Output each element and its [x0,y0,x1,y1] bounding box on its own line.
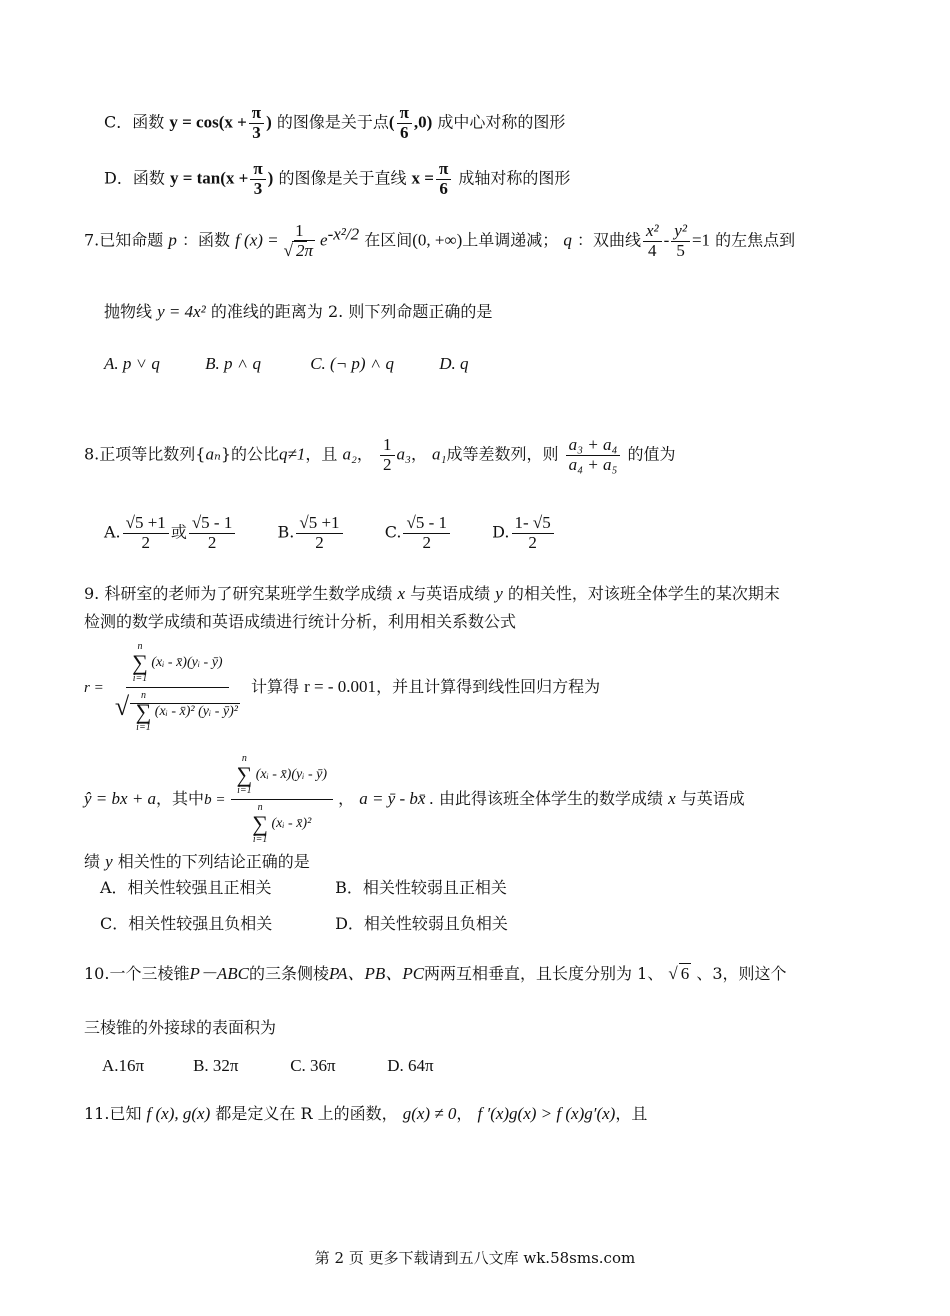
q6-d-three: 3 [253,178,263,198]
q9-line2: 检测的数学成绩和英语成绩进行统计分析，利用相关系数公式 [84,612,517,631]
q9-b-den: (xᵢ - x̄)² [271,816,312,832]
q6-c-close: ) [266,112,272,132]
q7-option-d: D. q [439,354,469,373]
q8-frac-den: a₄ + a₅ [568,454,618,474]
q6-d-pi: π [250,160,265,180]
sum-icon: n ∑ i=1 [252,802,268,845]
q8-a1: a₁ [432,444,447,464]
q8-opt-a-or: 或 [170,522,187,542]
q9-line1a: 9. 科研室的老师为了研究某班学生数学成绩 [84,584,393,603]
q7-stem3: 在区间 [364,230,413,250]
q9-line1b: 与英语成绩 [410,584,491,603]
q7-one: 1 [292,222,307,242]
q9-r-val: r = - 0.001 [304,677,377,696]
q9-y: y [495,584,503,603]
q10-option-a: A.16π [102,1056,145,1075]
q9-line1c: 的相关性，对该班全体学生的某次期末 [507,584,780,603]
q8-stem3: ，且 [305,444,338,464]
q7-stem5: ：双曲线 [576,230,641,250]
q9-options-row1 [100,878,507,897]
q8-opt-d-num: 1- √5 [512,514,554,534]
q7-exp: -x²/2 [327,224,360,244]
q9-b-fraction [231,754,333,845]
q6-c-func: y = cos(x + [169,112,247,132]
q6-c-point-open: ( [388,112,395,132]
q10-option-b: B. 32π [193,1056,239,1075]
q9-calc2: ，并且计算得到线性回归方程为 [376,677,601,696]
q7-e: e [320,230,328,250]
q6-c-three: 3 [252,122,261,142]
q6-c-point-rest: ,0) [413,112,433,132]
q7-stem1: 7.已知命题 [84,230,164,250]
q7-stem6: 的左焦点到 [715,230,796,250]
q8-comma2: ， [410,444,427,464]
q8-stem1: 8.正项等比数列{ [84,444,206,464]
q8-opt-b-label: B. [277,522,295,542]
q8-opt-b-num: √5 +1 [296,514,342,534]
q11-comma: ， [456,1104,473,1123]
q7-x-frac [643,222,662,260]
q7-options [104,354,469,374]
q9-calc: 计算得 [251,677,300,696]
q6-d-end: 成轴对称的图形 [458,168,571,188]
q9-options-row2 [100,914,508,933]
q7-x2: x² [643,222,662,242]
q9-yhat: ŷ = bx + a [84,789,157,808]
q9-x2: x [668,789,676,808]
q9-regression [84,754,745,845]
q11-line1a: 11.已知 [84,1104,142,1123]
q9-option-d: D．相关性较弱且负相关 [335,914,508,933]
q8-options [104,514,556,552]
q8-opt-d-label: D. [492,522,510,542]
q6-d-pi2: π [436,160,451,180]
sum-icon: n ∑ i=1 [236,753,253,796]
sum-icon: n ∑ i=1 [135,690,152,733]
q6-d-mid: 的图像是关于直线 [278,168,407,188]
q6-d-func: y = tan(x + [169,168,249,188]
q7-eq1: =1 [691,230,711,250]
q6-c-point-pi: π [397,104,412,124]
q7-line2a: 抛物线 [104,302,153,321]
q9-r-fraction [109,642,246,733]
q6-c-point-frac [397,104,412,142]
q7-q: q [563,230,572,250]
q9-where: ，其中 [156,789,205,808]
q9-r-formula [84,642,600,733]
q10-line1a: 10.一个三棱锥 [84,964,190,983]
q6-option-d [104,160,570,198]
q8-opt-d-den: 2 [528,532,537,552]
q7-option-c: C. (¬ p) ˄ q [310,354,395,373]
q8-stem4: 成等差数列，则 [446,444,559,464]
q7-stem-line2 [104,302,492,322]
q8-an: aₙ [205,444,221,464]
q8-opt-a-num2: √5 - 1 [189,514,236,534]
q8-a2: a₂ [342,444,357,464]
q8-qne1: q≠1 [279,444,306,464]
q11-gne0: g(x) ≠ 0 [402,1104,457,1123]
q10-options [102,1056,434,1076]
q8-half-den: 2 [383,454,392,474]
q10-line1 [84,964,787,984]
q9-line4a: 由此得该班全体学生的数学成绩 [439,789,664,808]
q8-opt-b-frac [296,514,342,552]
q7-five: 5 [676,240,685,260]
q9-line2 [84,612,516,631]
q7-minus: - [663,230,670,250]
q6-c-mid: 的图像是关于点 [276,112,389,132]
q9-option-a: A．相关性较强且正相关 [100,878,272,897]
page-footer: 第 2 页 更多下载请到五八文库 wk.58sms.com [314,1249,636,1267]
q7-option-a: A. p ˅ q [104,354,160,373]
q8-opt-a-frac1 [123,514,169,552]
sqrt-icon: √ [668,964,678,983]
sum-icon: n ∑ i=1 [132,641,148,684]
q7-line2b: 的准线的距离为 2. 则下列命题正确的是 [210,302,493,321]
q6-option-c [104,104,565,142]
q8-opt-a-den1: 2 [141,532,150,552]
q11-line1b: 都是定义在 R 上的函数， [215,1104,398,1123]
q10-line1c: 两两互相垂直，且长度分别为 1、 [424,964,664,983]
q6-d-fraction [250,160,265,198]
q8-frac-num: a₃ + a₄ [566,436,621,456]
q9-line5b: 相关性的下列结论正确的是 [117,852,310,871]
q8-opt-c-den: 2 [422,532,431,552]
q9-line1 [84,584,780,604]
q7-y-frac [671,222,690,260]
q8-opt-b-den: 2 [315,532,324,552]
q10-edges: PA、PB、PC [328,964,425,983]
q9-a-eq: a = ȳ - bx̄ . [359,789,434,808]
q7-parabola: y = 4x² [157,302,206,321]
q7-stem2: ：函数 [181,230,230,250]
q10-line2 [84,1018,276,1037]
q6-d-six: 6 [439,178,448,198]
q8-comma1: ， [356,444,373,464]
q9-line5a: 绩 [84,852,101,871]
q8-stem5: 的值为 [627,444,676,464]
q9-b-num: (xᵢ - x̄)(yᵢ - ȳ) [255,767,327,783]
q6-c-fraction [249,104,264,142]
q6-c-point-six: 6 [399,122,409,142]
q6-d-label: D．函数 [104,168,165,188]
q7-sqrt2pi: 2π [295,240,314,260]
q6-c-label: C．函数 [104,112,165,132]
q10-option-d: D. 64π [387,1056,434,1075]
q7-interval: (0, +∞) [412,230,463,250]
q6-d-x: x = [411,168,434,188]
q8-stem [84,436,675,474]
q6-d-close: ) [267,168,274,188]
q10-line1d: 、3，则这个 [696,964,787,983]
q7-p: p [168,230,177,250]
q8-half-num: 1 [380,436,395,456]
q10-line2: 三棱锥的外接球的表面积为 [84,1018,277,1037]
q9-r-eq: r = [84,680,104,696]
q11-fg: f (x), g(x) [146,1104,211,1123]
q9-b-eq: b = [204,792,226,808]
q7-four: 4 [648,240,657,260]
q7-stem-line1 [84,222,795,260]
q8-ratio [566,436,621,474]
q11-line1c: ，且 [615,1104,648,1123]
q11-line1 [84,1104,647,1124]
q7-option-b: B. p ˄ q [205,354,261,373]
q9-r-den: (xᵢ - x̄)² (yᵢ - ȳ)² [154,704,238,720]
q8-opt-c-num: √5 - 1 [403,514,450,534]
q7-fx: f (x) = [235,230,279,250]
q10-sqrt6: 6 [680,964,690,983]
q7-y2: y² [671,222,690,242]
q7-stem4: 上单调递减； [462,230,559,250]
q9-line5 [84,852,310,872]
q9-line4b: 与英语成 [680,789,745,808]
q6-d-line-frac [436,160,451,198]
q10-pabc: P－ABC [189,964,249,983]
sqrt-icon: √ [114,692,130,722]
q8-opt-c-frac [403,514,450,552]
q8-opt-a-den2: 2 [207,532,217,552]
q8-opt-c-label: C. [384,522,402,542]
q8-opt-d-frac [512,514,554,552]
q9-comma: ， [338,789,355,808]
q8-a3: a₃ [396,444,411,464]
q8-stem2: }的公比 [220,444,280,464]
q9-option-b: B．相关性较弱且正相关 [335,878,507,897]
q8-opt-a-num1: √5 +1 [123,514,169,534]
q8-opt-a-frac2 [189,514,236,552]
q10-line1b: 的三条侧棱 [248,964,329,983]
sqrt-icon: √ [283,240,293,260]
q11-ineq: f ′(x)g(x) > f (x)g′(x) [477,1104,616,1123]
q9-y2: y [105,852,113,871]
q9-x: x [397,584,405,603]
q8-half [380,436,395,474]
q6-c-end: 成中心对称的图形 [437,112,566,132]
q8-opt-a-label: A. [104,522,121,542]
q7-coef-frac [281,222,318,260]
q9-r-num: (xᵢ - x̄)(yᵢ - ȳ) [151,655,223,671]
q10-option-c: C. 36π [290,1056,336,1075]
q6-c-pi: π [249,104,264,124]
q9-option-c: C．相关性较强且负相关 [100,914,273,933]
